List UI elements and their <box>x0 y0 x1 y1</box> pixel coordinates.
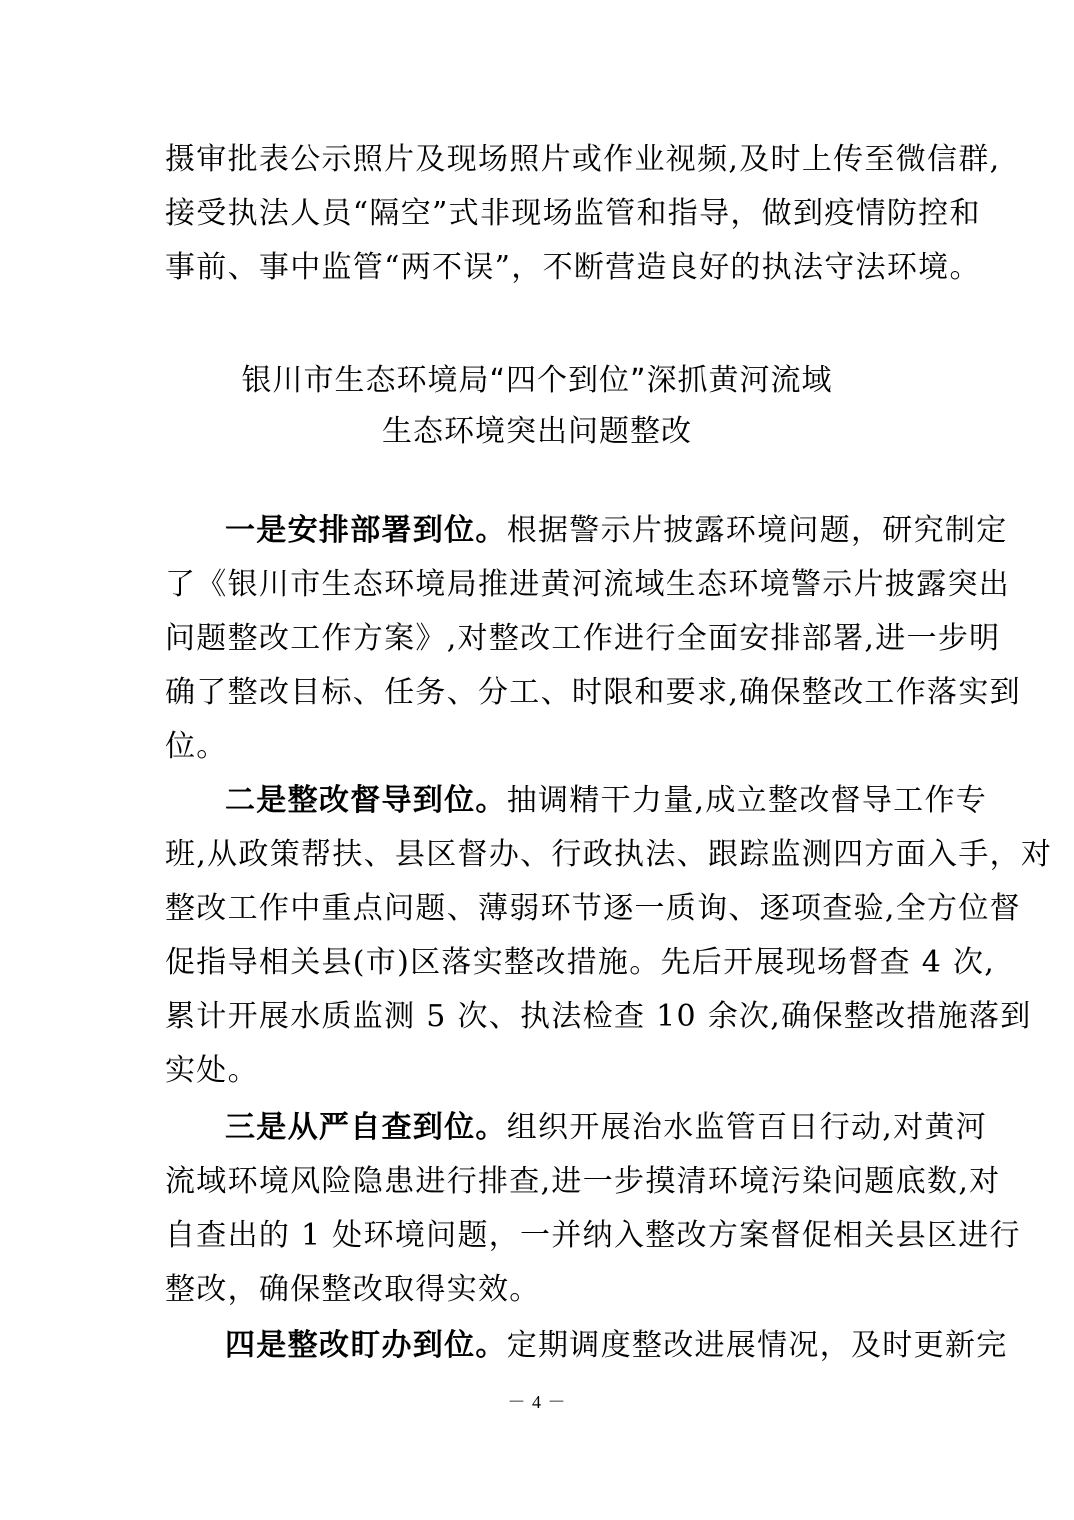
paragraph-arrangement <box>165 504 1021 774</box>
text-line <box>165 504 1008 558</box>
text-line: 事前、事中监管“两不误”，不断营造良好的执法守法环境。 <box>165 250 981 285</box>
text-line: 整改，确保整改取得实效。 <box>165 1272 541 1307</box>
paragraph-lead: 二是整改督导到位。 <box>225 783 507 818</box>
text-span: 组织开展治水监管百日行动,对黄河 <box>506 1110 988 1145</box>
text-span: 抽调精干力量,成立整改督导工作专 <box>506 783 988 818</box>
paragraph-lead: 四是整改盯办到位。 <box>225 1328 507 1363</box>
text-line: 位。 <box>165 729 228 764</box>
article-title-line-2: 生态环境突出问题整改 <box>382 414 692 449</box>
text-line: 累计开展水质监测 5 次、执法检查 10 余次,确保整改措施落到 <box>165 999 1032 1034</box>
text-line: 整改工作中重点问题、薄弱环节逐一质询、逐项查验,全方位督 <box>165 891 1021 926</box>
text-line <box>165 1101 988 1155</box>
text-line: 接受执法人员“隔空”式非现场监管和指导，做到疫情防控和 <box>165 196 981 231</box>
paragraph-self-inspection <box>165 1101 1021 1317</box>
text-line: 实处。 <box>165 1053 259 1088</box>
page-number: － 4 － <box>507 1392 567 1412</box>
paragraph-lead: 三是从严自查到位。 <box>225 1110 507 1145</box>
text-line: 自查出的 1 处环境问题，一并纳入整改方案督促相关县区进行 <box>165 1218 1021 1253</box>
paragraph-supervision <box>165 774 1053 1098</box>
text-line <box>165 1319 1008 1373</box>
continuation-paragraph <box>165 133 1001 295</box>
paragraph-lead: 一是安排部署到位。 <box>225 513 507 548</box>
text-line: 摄审批表公示照片及现场照片或作业视频,及时上传至微信群, <box>165 142 1001 177</box>
text-span: 根据警示片披露环境问题，研究制定 <box>506 513 1008 548</box>
text-line: 了《银川市生态环境局推进黄河流域生态环境警示片披露突出 <box>165 567 1011 602</box>
text-line: 促指导相关县(市)区落实整改措施。先后开展现场督查 4 次, <box>165 945 996 980</box>
text-line: 问题整改工作方案》,对整改工作进行全面安排部署,进一步明 <box>165 621 1001 656</box>
text-line: 确了整改目标、任务、分工、时限和要求,确保整改工作落实到 <box>165 675 1021 710</box>
article-title-line-1: 银川市生态环境局“四个到位”深抓黄河流域 <box>241 363 833 398</box>
text-line: 班,从政策帮扶、县区督办、行政执法、跟踪监测四方面入手，对 <box>165 837 1053 872</box>
text-line: 流域环境风险隐患进行排查,进一步摸清环境污染问题底数,对 <box>165 1164 1001 1199</box>
text-span: 定期调度整改进展情况，及时更新完 <box>506 1328 1008 1363</box>
paragraph-follow-up <box>165 1319 1008 1373</box>
text-line <box>165 774 988 828</box>
